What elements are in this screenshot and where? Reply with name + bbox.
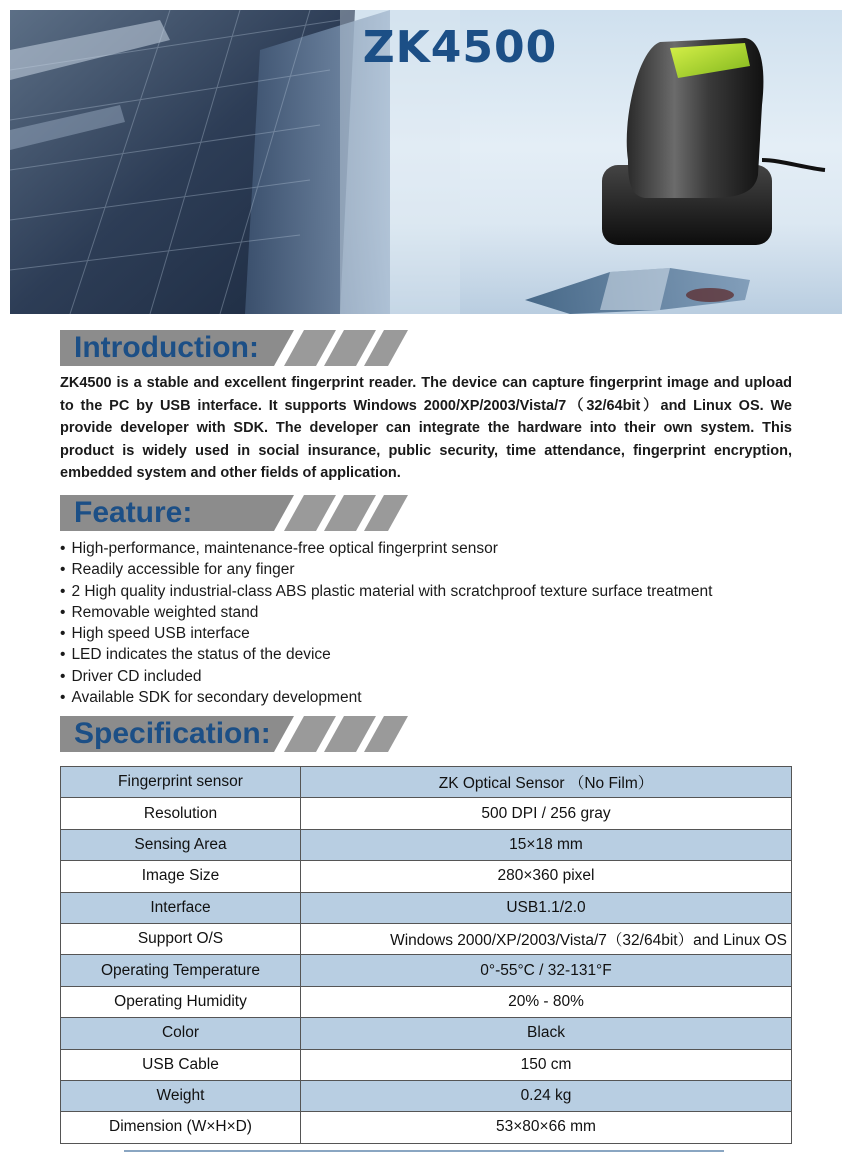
feature-item: • Readily accessible for any finger [60,559,712,580]
spec-value: 20% - 80% [301,986,792,1017]
spec-value: 500 DPI / 256 gray [301,798,792,829]
spec-key: Dimension (W×H×D) [61,1112,301,1143]
spec-key: Operating Humidity [61,986,301,1017]
spec-key: Image Size [61,861,301,892]
feature-header [60,495,420,531]
spec-value: 0.24 kg [301,1080,792,1111]
feature-item: • High speed USB interface [60,623,712,644]
product-title: ZK4500 [362,22,558,73]
spec-key: Color [61,1018,301,1049]
feature-item: • 2 High quality industrial-class ABS plastic material with scratchproof texture surface treatment [60,581,712,602]
table-row [61,861,792,892]
spec-key: Sensing Area [61,829,301,860]
feature-list [60,538,712,708]
table-row [61,798,792,829]
hero-banner [10,10,842,314]
table-row [61,986,792,1017]
spec-key: Fingerprint sensor [61,767,301,798]
introduction-title: Introduction: [74,331,259,364]
spec-key: Weight [61,1080,301,1111]
specification-table [60,766,792,1144]
spec-value: USB1.1/2.0 [301,892,792,923]
table-row [61,923,792,954]
spec-key: USB Cable [61,1049,301,1080]
table-row [61,892,792,923]
table-row [61,1049,792,1080]
table-row [61,1018,792,1049]
table-row [61,1112,792,1143]
table-row [61,767,792,798]
feature-item: • LED indicates the status of the device [60,644,712,665]
spec-key: Interface [61,892,301,923]
spec-value: 15×18 mm [301,829,792,860]
feature-title: Feature: [74,496,193,529]
spec-value: 150 cm [301,1049,792,1080]
spec-value: Windows 2000/XP/2003/Vista/7（32/64bit）and Linux OS [301,923,792,954]
introduction-header [60,330,420,366]
spec-value: 0°-55°C / 32-131°F [301,955,792,986]
spec-value: Black [301,1018,792,1049]
introduction-text: ZK4500 is a stable and excellent fingerprint reader. The device can capture fingerprint image and upload to the PC by USB interface. It supports Windows 2000/XP/2003/Vista/7（32/64bit）and Linux OS. We provide developer with SDK. The developer can integrate the hardware into their own system. This product is widely used in social insurance, public security, time attendance, fingerprint encryption, embedded system and other fields of application. [60,375,792,482]
spec-value: 53×80×66 mm [301,1112,792,1143]
feature-item: • Available SDK for secondary development [60,687,712,708]
spec-value: ZK Optical Sensor （No Film） [301,767,792,798]
spec-key: Support O/S [61,923,301,954]
feature-item: • Driver CD included [60,666,712,687]
table-row [61,829,792,860]
table-row [61,955,792,986]
feature-item: • Removable weighted stand [60,602,712,623]
specification-header [60,716,420,752]
table-row [61,1080,792,1111]
spec-value: 280×360 pixel [301,861,792,892]
spec-key: Resolution [61,798,301,829]
feature-item: • High-performance, maintenance-free optical fingerprint sensor [60,538,712,559]
specification-title: Specification: [74,717,271,750]
spec-key: Operating Temperature [61,955,301,986]
